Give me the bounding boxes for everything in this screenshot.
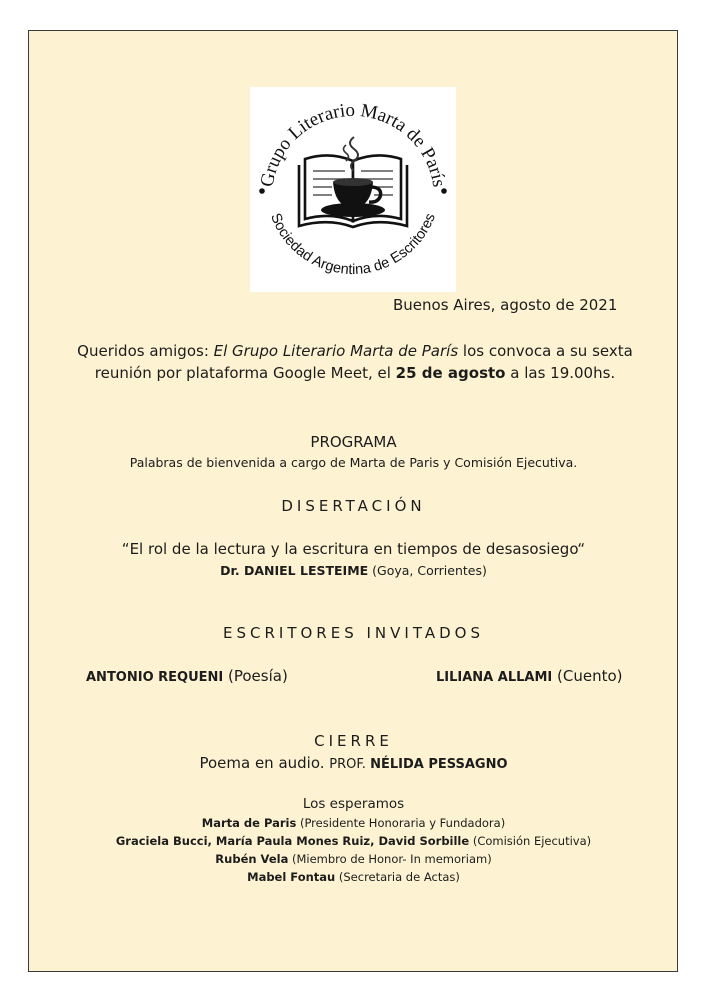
signature-role: (Comisión Ejecutiva) bbox=[469, 834, 592, 848]
logo-bottom-text: Sociedad Argentina de Escritores bbox=[267, 211, 439, 279]
intro-text: Queridos amigos: bbox=[77, 342, 214, 360]
logo-top-text: Grupo Literario Marta de París bbox=[256, 99, 450, 189]
signature-line bbox=[0, 833, 707, 851]
programa-subtitle: Palabras de bienvenida a cargo de Marta de Paris y Comisión Ejecutiva. bbox=[129, 455, 578, 470]
invitation-paragraph bbox=[60, 340, 650, 384]
speaker-name: Dr. DANIEL LESTEIME bbox=[220, 563, 369, 578]
signature-line bbox=[0, 815, 707, 833]
programa-heading: PROGRAMA bbox=[310, 433, 397, 451]
signature-role: (Miembro de Honor- In memoriam) bbox=[288, 852, 492, 866]
signature-line bbox=[0, 851, 707, 869]
cierre-prefix: PROF. bbox=[329, 757, 371, 772]
guest-name: LILIANA ALLAMI bbox=[436, 670, 553, 685]
signature-name: Rubén Vela bbox=[215, 852, 289, 866]
signature-name: Mabel Fontau bbox=[247, 870, 336, 884]
meeting-date: 25 de agosto bbox=[395, 364, 506, 382]
signature-role: (Secretaria de Actas) bbox=[335, 870, 460, 884]
guest-genre: (Poesía) bbox=[223, 667, 288, 685]
escritores-heading: ESCRITORES INVITADOS bbox=[223, 624, 484, 642]
logo-dot-icon bbox=[259, 188, 265, 194]
date-line: Buenos Aires, agosto de 2021 bbox=[393, 296, 618, 314]
guest-genre: (Cuento) bbox=[552, 667, 623, 685]
cierre-line bbox=[0, 754, 707, 772]
talk-title: “El rol de la lectura y la escritura en tiempos de desasosiego“ bbox=[121, 540, 586, 558]
esperamos-line: Los esperamos bbox=[302, 796, 405, 812]
guest-name: ANTONIO REQUENI bbox=[86, 670, 224, 685]
logo-emblem bbox=[250, 87, 456, 292]
guest-writer bbox=[436, 667, 622, 685]
logo-dot-icon bbox=[441, 188, 447, 194]
intro-text: a las 19.00hs. bbox=[505, 364, 616, 382]
intro-text: los convoca a su sexta reunión por plataforma Google Meet, el bbox=[94, 342, 633, 382]
speaker-line bbox=[0, 563, 707, 578]
guest-writer bbox=[86, 667, 288, 685]
signature-line bbox=[0, 869, 707, 887]
speaker-place: (Goya, Corrientes) bbox=[368, 563, 487, 578]
group-logo bbox=[250, 87, 456, 292]
signature-role: (Presidente Honoraria y Fundadora) bbox=[296, 816, 506, 830]
group-name: El Grupo Literario Marta de París bbox=[213, 342, 459, 360]
signature-name: Graciela Bucci, María Paula Mones Ruiz, David Sorbille bbox=[115, 834, 470, 848]
cierre-lead: Poema en audio. bbox=[199, 754, 330, 772]
cierre-name: NÉLIDA PESSAGNO bbox=[370, 757, 508, 772]
cierre-heading: CIERRE bbox=[314, 732, 393, 750]
signature-name: Marta de Paris bbox=[201, 816, 297, 830]
disertacion-heading: DISERTACIÓN bbox=[281, 497, 426, 515]
